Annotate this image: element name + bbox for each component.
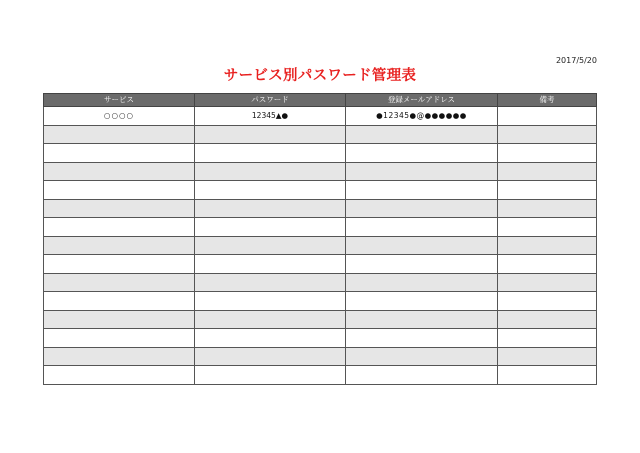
cell-notes bbox=[498, 366, 597, 385]
header-service: サービス bbox=[44, 94, 195, 107]
table-row bbox=[44, 181, 597, 200]
cell-email bbox=[346, 310, 498, 329]
document-date: 2017/5/20 bbox=[555, 56, 597, 65]
table-row bbox=[44, 144, 597, 163]
cell-service bbox=[44, 199, 195, 218]
cell-notes bbox=[498, 199, 597, 218]
header-notes: 備考 bbox=[498, 94, 597, 107]
cell-service bbox=[44, 273, 195, 292]
header-email: 登録メールアドレス bbox=[346, 94, 498, 107]
cell-password bbox=[195, 366, 346, 385]
table-row bbox=[44, 236, 597, 255]
cell-email bbox=[346, 125, 498, 144]
cell-notes bbox=[498, 273, 597, 292]
table-row bbox=[44, 255, 597, 274]
cell-service bbox=[44, 125, 195, 144]
cell-email: ●12345●@●●●●●● bbox=[346, 107, 498, 126]
cell-notes bbox=[498, 255, 597, 274]
cell-notes bbox=[498, 107, 597, 126]
cell-password bbox=[195, 273, 346, 292]
cell-password bbox=[195, 218, 346, 237]
cell-password bbox=[195, 292, 346, 311]
cell-notes bbox=[498, 181, 597, 200]
table-row bbox=[44, 218, 597, 237]
cell-password bbox=[195, 347, 346, 366]
table-row bbox=[44, 199, 597, 218]
cell-notes bbox=[498, 292, 597, 311]
cell-email bbox=[346, 255, 498, 274]
cell-email bbox=[346, 162, 498, 181]
cell-service bbox=[44, 144, 195, 163]
cell-email bbox=[346, 144, 498, 163]
cell-service bbox=[44, 181, 195, 200]
table-body bbox=[44, 107, 597, 385]
document-title: サービス別パスワード管理表 bbox=[223, 68, 417, 84]
cell-service bbox=[44, 329, 195, 348]
cell-notes bbox=[498, 310, 597, 329]
cell-password bbox=[195, 125, 346, 144]
cell-email bbox=[346, 292, 498, 311]
cell-email bbox=[346, 236, 498, 255]
cell-email bbox=[346, 199, 498, 218]
cell-service bbox=[44, 218, 195, 237]
cell-email bbox=[346, 273, 498, 292]
header-password: パスワード bbox=[195, 94, 346, 107]
table-row bbox=[44, 329, 597, 348]
cell-notes bbox=[498, 329, 597, 348]
cell-notes bbox=[498, 144, 597, 163]
table-row bbox=[44, 107, 597, 126]
cell-notes bbox=[498, 162, 597, 181]
cell-email bbox=[346, 329, 498, 348]
table-row bbox=[44, 125, 597, 144]
cell-service: ○○○○ bbox=[44, 107, 195, 126]
cell-password bbox=[195, 329, 346, 348]
table-row bbox=[44, 366, 597, 385]
cell-service bbox=[44, 310, 195, 329]
table-row bbox=[44, 162, 597, 181]
password-table bbox=[43, 93, 597, 385]
cell-service bbox=[44, 162, 195, 181]
cell-service bbox=[44, 347, 195, 366]
cell-password bbox=[195, 199, 346, 218]
cell-notes bbox=[498, 236, 597, 255]
cell-email bbox=[346, 366, 498, 385]
cell-service bbox=[44, 255, 195, 274]
cell-password: 12345▲● bbox=[195, 107, 346, 126]
cell-password bbox=[195, 255, 346, 274]
cell-service bbox=[44, 292, 195, 311]
cell-password bbox=[195, 162, 346, 181]
cell-notes bbox=[498, 125, 597, 144]
cell-password bbox=[195, 144, 346, 163]
cell-password bbox=[195, 310, 346, 329]
cell-notes bbox=[498, 218, 597, 237]
table-row bbox=[44, 292, 597, 311]
cell-service bbox=[44, 236, 195, 255]
table-row bbox=[44, 347, 597, 366]
cell-notes bbox=[498, 347, 597, 366]
cell-service bbox=[44, 366, 195, 385]
cell-email bbox=[346, 218, 498, 237]
table-row bbox=[44, 310, 597, 329]
cell-email bbox=[346, 347, 498, 366]
cell-password bbox=[195, 181, 346, 200]
cell-password bbox=[195, 236, 346, 255]
table-row bbox=[44, 273, 597, 292]
table-header-row bbox=[44, 94, 597, 107]
cell-email bbox=[346, 181, 498, 200]
